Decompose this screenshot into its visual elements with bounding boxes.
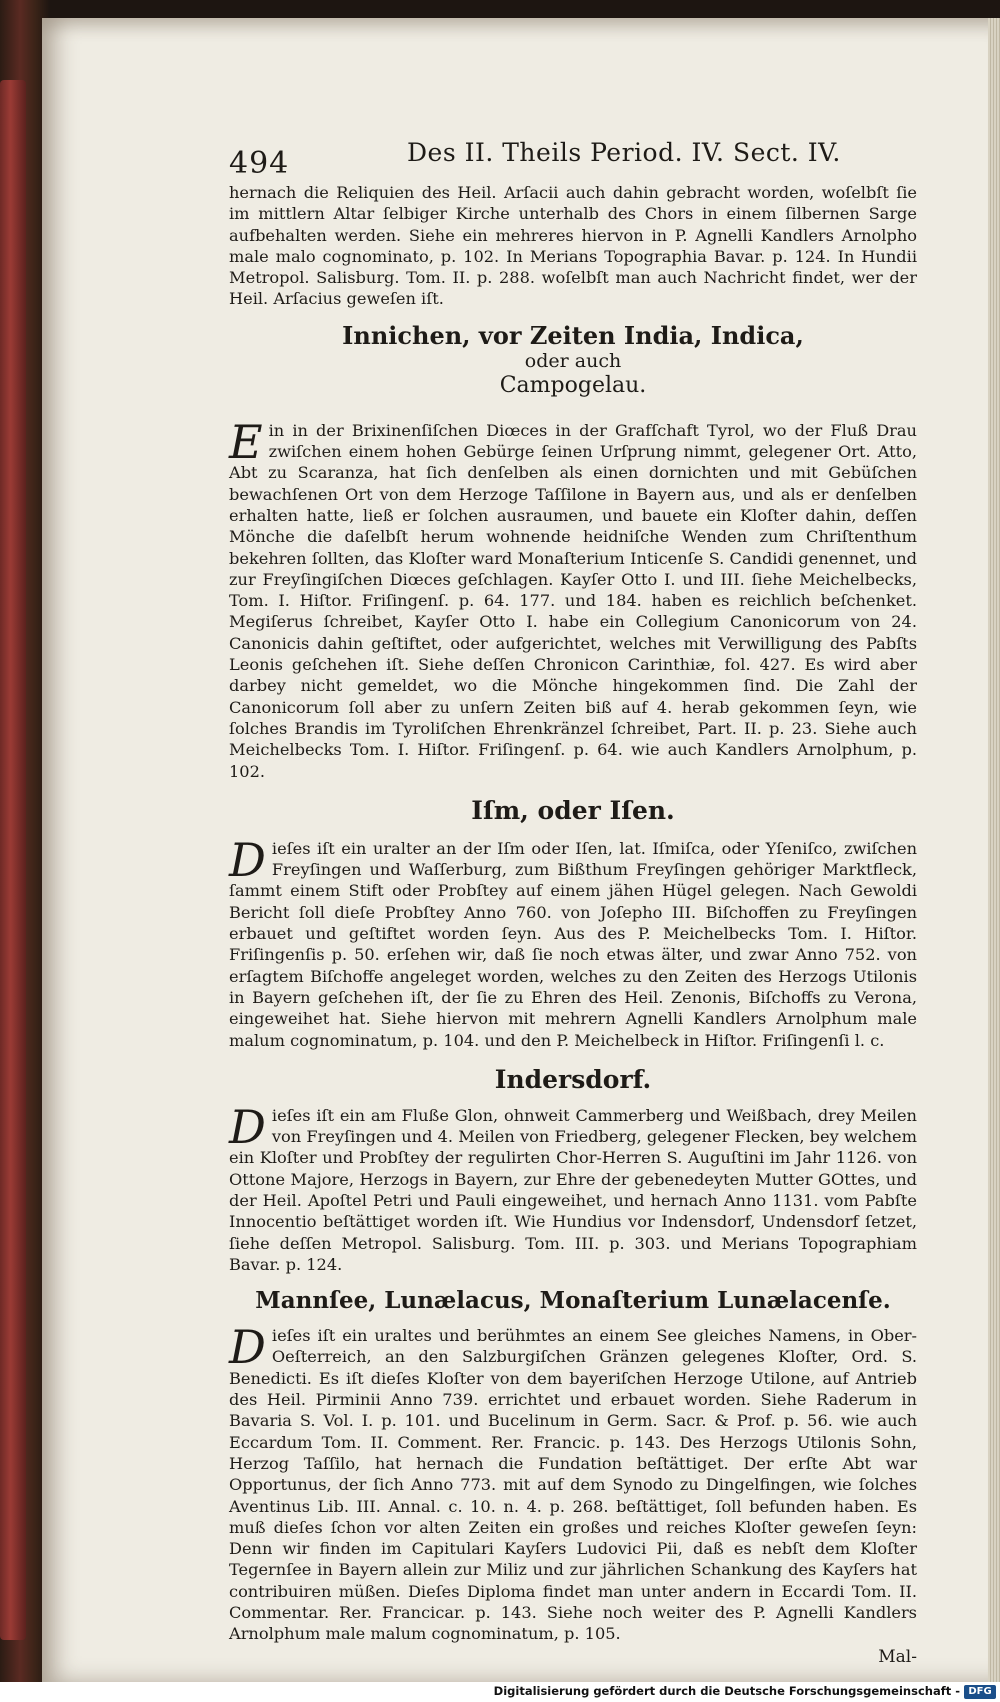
section-heading-indersdorf: Indersdorf. — [494, 1064, 652, 1094]
page-fore-edge — [988, 18, 1000, 1682]
section-text: ieſes iſt ein uralter an der Iſm oder Iſen, lat. Iſmiſca, oder Yſeniſco, zwiſchen Freyſingen und Waſſerburg, zum Bißthum Freyſingen gehöriger Marktfleck, ſammt einem Stift oder Probſtey auf einem jähen Hügel gelegen. Nach Gewoldi Bericht ſoll dieſe Probſtey Anno 760. von Joſepho III. Biſchoffen zu Freyſingen erbauet und geſtiftet worden ſeyn. Aus des P. Meichelbecks Tom. I. Hiſtor. Friſingenſis p. 50. erſehen wir, daß ſie noch etwas älter, und zwar Anno 752. von erſagtem Biſchoffe angeleget worden, welches zu den Zeiten des Herzogs Utilonis in Bayern geſchehen iſt, der ſie zu Ehren des Heil. Zenonis, Biſchoffs zu Verona, eingeweihet hat. Siehe hiervon mit mehrern Agnelli Kandlers Arnolphum male malum cognominatum, p. 104. und den P. Meichelbeck in Hiſtor. Friſingenſi l. c. — [229, 838, 917, 1050]
section-subheading-campogelau: Campogelau. — [499, 372, 647, 398]
footer-bar — [0, 1682, 1000, 1702]
section-heading-innichen: Innichen, vor Zeiten India, Indica, — [342, 320, 804, 350]
running-head — [229, 138, 917, 182]
drop-initial: D — [229, 832, 266, 887]
section-text: ieſes iſt ein uraltes und berühmtes an einem See gleiches Namens, in Ober-Oeſterreich, an den Salzburgiſchen Gränzen gelegenes Kloſter, Ord. S. Benedicti. Es iſt dieſes Kloſter von dem bayeriſchen Herzoge Utilone, auf Antrieb des Heil. Pirminii Anno 739. errichtet und erbauet worden. Siehe Raderum in Bavaria S. Vol. I. p. 101. und Bucelinum in Germ. Sacr. & Prof. p. 56. wie auch Eccardum Tom. II. Comment. Rer. Francic. p. 143. Des Herzogs Utilonis Sohn, Herzog Taſſilo, hat hernach die Fundation beſtättiget. Der erſte Abt war Opportunus, der ſich Anno 773. mit auf dem Synodo zu Dingelfingen, wie ſolches Aventinus Lib. III. Annal. c. 10. n. 4. p. 268. beſtättiget, ſoll befunden haben. Es muß dieſes ſchon vor alten Zeiten ein großes und reiches Kloſter geweſen ſeyn: Denn wir finden im Capitulari Kayſers Ludovici Pii, daß es nebſt dem Kloſter Tegernſee in Bayern allein zur Miliz und zur jährlichen Schankung des Kayſers hat contribuiren müßen. Dieſes Diploma findet man unter andern in Eccardi Tom. II. Commentar. Rer. Francicar. p. 143. Siehe noch weiter des P. Agnelli Kandlers Arnolphum male malum cognominatum, p. 105. — [229, 1326, 917, 1644]
section-subheading-oder-auch: oder auch — [524, 349, 622, 372]
footer-credit: Digitalisierung gefördert durch die Deutsche Forschungsgemeinschaft - — [493, 1684, 960, 1698]
section-heading-ism: Iſm, oder Iſen. — [471, 795, 675, 825]
running-head-title: Des II. Theils Period. IV. Sect. IV. — [407, 138, 841, 167]
drop-initial: D — [229, 1099, 266, 1154]
page-number: 494 — [229, 146, 290, 181]
section-text: in in der Brixinenſiſchen Diœces in der Grafſchaft Tyrol, wo der Fluß Drau zwiſchen einem hohen Gebürge ſeinen Urſprung nimmt, gelegener Ort. Atto, Abt zu Scaranza, hat ſich denſelben als einen dornichten und mit Gebüſchen bewachſenen Ort von dem Herzoge Taſſilone in Bayern aus, und als er denſelben erhalten hatte, ließ er ſolchen ausraumen, und bauete ein Kloſter dahin, deſſen Mönche die daſelbſt herum wohnende heidniſche Wenden zum Chriſtenthum bekehren ſollten, das Kloſter ward Monaſterium Inticenſe S. Candidi genennet, und zur Freyſingiſchen Diœces geſchlagen. Kayſer Otto I. und III. ſiehe Meichelbecks, Tom. I. Hiſtor. Friſingenſ. p. 64. 177. und 184. haben es reichlich beſchenket. Megiſerus ſchreibet, Kayſer Otto I. habe ein Collegium Canonicorum von 24. Canonicis dahin geſtiftet, oder aufgerichtet, welches mit Verwilligung des Pabſts Leonis geſchehen iſt. Siehe deſſen Chronicon Carinthiæ, fol. 427. Es wird aber darbey nicht gemeldet, wo die Mönche hingekommen ſind. Die Zahl der Canonicorum ſoll aber zu unſern Zeiten biß auf 4. herab gekommen ſeyn, wie ſolches Brandis im Tyroliſchen Ehrenkränzel ſchreibet, Part. II. p. 23. Siehe auch Meichelbecks Tom. I. Hiſtor. Friſingenſ. p. 64. wie auch Kandlers Arnolphum, p. 102. — [229, 420, 917, 781]
section-paragraph-ism — [229, 832, 917, 1051]
section-text: ieſes iſt ein am Fluße Glon, ohnweit Cammerberg und Weißbach, drey Meilen von Freyſingen und 4. Meilen von Friedberg, gelegener Flecken, bey welchem ein Kloſter und Probſtey der regulirten Chor-Herren S. Auguſtini im Jahr 1126. von Ottone Majore, Herzogs in Bayern, zur Ehre der gebenedeyten Mutter GOttes, und der Heil. Apoſtel Petri und Pauli eingeweihet, und hernach Anno 1131. vom Pabſte Innocentio beſtättiget worden iſt. Wie Hundius vor Indensdorf, Undensdorf ſetzet, ſiehe deſſen Metropol. Salisburg. Tom. III. p. 303. und Merians Topographiam Bavar. p. 124. — [229, 1105, 917, 1274]
page-content — [229, 138, 917, 1667]
section-paragraph-mannsee — [229, 1320, 917, 1644]
book-cover-edge — [0, 80, 26, 1640]
drop-initial: D — [229, 1320, 266, 1375]
section-paragraph-indersdorf — [229, 1099, 917, 1275]
intro-paragraph: hernach die Reliquien des Heil. Arſacii auch dahin gebracht worden, woſelbſt ſie im mittlern Altar ſelbiger Kirche unterhalb des Chors in einem ſilbernen Sarge aufbehalten werden. Siehe ein mehreres hiervon in P. Agnelli Kandlers Arnolpho male malo cognominato, p. 102. In Merians Topographia Bavar. p. 124. In Hundii Metropol. Salisburg. Tom. II. p. 288. woſelbſt man auch Nachricht findet, wer der Heil. Arſacius geweſen iſt. — [229, 183, 917, 309]
section-heading-mannsee: Mannſee, Lunælacus, Monaſterium Lunælacenſe. — [255, 1287, 891, 1315]
drop-initial: E — [229, 414, 263, 469]
dfg-logo: DFG — [964, 1685, 996, 1699]
catchword: Mal- — [878, 1646, 917, 1667]
section-paragraph-innichen — [229, 414, 917, 782]
